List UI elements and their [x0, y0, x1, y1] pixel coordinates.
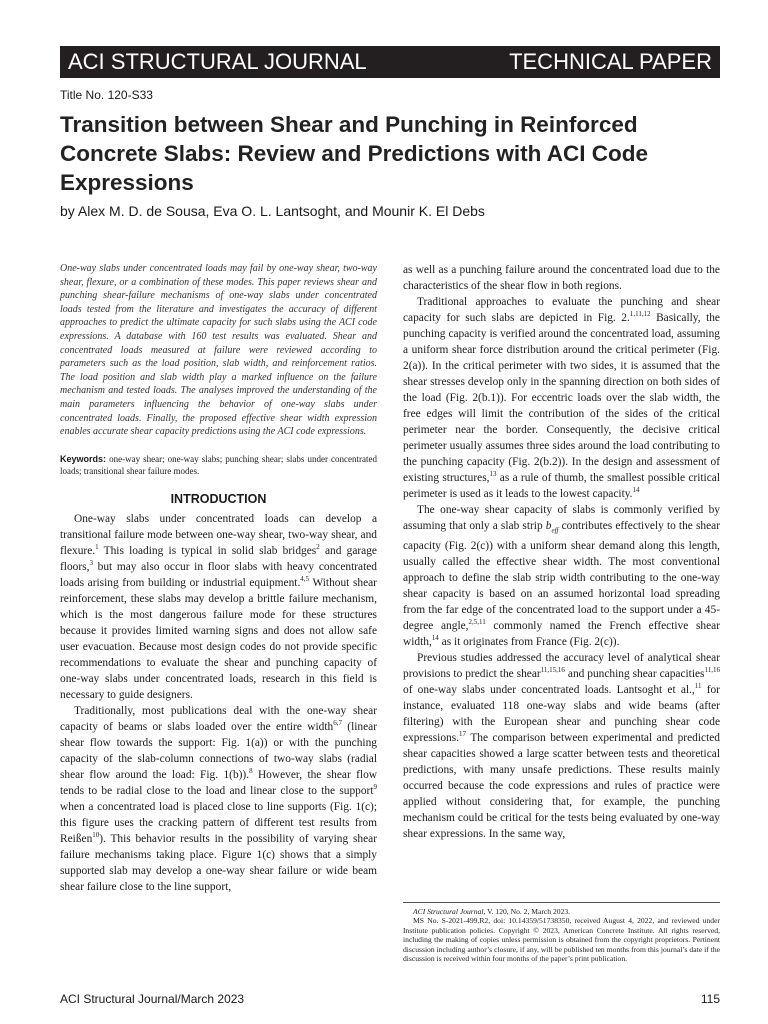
keywords-label: Keywords:	[60, 453, 107, 464]
right-paragraph-1: Traditional approaches to evaluate the punching and shear capacity for such slabs are depicted in Fig. 2.$^{1,11,12}$ Basically, the punching capacity is verified around the concentrated load, assuming a uniform shear force distribution around the critical perimeter (Fig. 2(a)). In the critical perimeter with two sides, it is assumed that the shear stresses develop only in the spanning direction on both sides of the load (Fig. 2(b.1)). For eccentric loads over the slab width, the free edges will limit the contribution of the sides of the critical perimeter near the border. Consequently, the decisive critical perimeter usually assumes three sides around the load contributing to the punching capacity (Fig. 2(b.2)). In the design and assessment of existing structures,$^{13}$ as a rule of thumb, the smallest possible critical perimeter is used as it leads to the lowest capacity.$^{14}$	[403, 296, 720, 500]
left-column	[60, 262, 377, 895]
keywords-text: one-way shear; one-way slabs; punching shear; slabs under concentrated loads; transitional shear failure modes.	[60, 453, 377, 476]
right-paragraph-3: Previous studies addressed the accuracy level of analytical shear provisions to predict the shear$^{11,15,16}$ and punching shear capacities$^{11,16}$ of one-way slabs under concentrated loads. Lantsoght et al.,$^{11}$ for instance, evaluated 118 one-way slabs and wide beams (after filtering) with the European shear and punching shear code expressions.$^{17}$ The comparison between experimental and predicted shear capacities showed a large scatter between tests and theoretical predictions, with many unsafe predictions. These results mainly occurred because the code expressions and rules of practice were applied without considering that, for example, the punching mechanism could be critical for the tests being evaluated by one-way shear expressions. In the same way,	[403, 652, 720, 841]
footnote-ms: MS No. S-2021-499.R2, doi: 10.14359/51738350, received August 4, 2022, and reviewed under Institute publication policies. Copyright © 2023, American Concrete Institute. All rights reserved, including the making of copies unless permission is obtained from the copyright proprietors. Pertinent discussion including author’s closure, if any, will be published ten months from this journal’s date if the discussion is received within four months of the paper’s print publication.	[403, 916, 720, 964]
page-number: 115	[700, 992, 720, 1006]
right-paragraph-0: as well as a punching failure around the concentrated load due to the characteristics of the shear flow in both regions.	[403, 264, 720, 292]
footnote-journal: ACI Structural Journal, V. 120, No. 2, March 2023.	[413, 907, 571, 916]
keywords	[60, 453, 377, 477]
journal-name: ACI STRUCTURAL JOURNAL	[68, 49, 367, 74]
intro-paragraph-2: Traditionally, most publications deal with the one-way shear capacity of beams or slabs loaded over the entire width$^{6,7}$ (linear shear flow towards the support: Fig. 1(a)) or with the punching capacity of the slab-column connections of two-way slabs (radial shear flow around the load: Fig. 1(b)).$^8$ However, the shear flow tends to be radial close to the load and linear close to the support$^9$ when a concentrated load is placed close to line supports (Fig. 1(c); this figure uses the cracking pattern of different test results from Reißen$^{10}$). This behavior results in the possibility of varying shear failure mechanisms taking place. Figure 1(c) shows that a simply supported slab may develop a one-way shear failure or wide beam shear failure close to the line support,	[60, 704, 377, 893]
section-label: TECHNICAL PAPER	[509, 49, 712, 74]
footnote	[403, 902, 720, 963]
right-column	[403, 262, 720, 842]
author-line: by Alex M. D. de Sousa, Eva O. L. Lantsoght, and Mounir K. El Debs	[60, 203, 485, 219]
right-paragraph-2: The one-way shear capacity of slabs is commonly verified by assuming that only a slab strip $b_{eff}$ contributes effectively to the shear capacity (Fig. 2(c)) with a uniform shear demand along this length, usually called the effective shear width. The most conventional approach to define the slab strip width contributing to the one-way shear capacity is based on an assumed horizontal load spreading from the far edge of the concentrated load to the support under a 45-degree angle,$^{2,5,11}$ commonly named the French effective shear width,$^{14}$ as it originates from France (Fig. 2(c)).	[403, 504, 720, 649]
journal-banner	[60, 46, 720, 78]
abstract: One-way slabs under concentrated loads may fail by one-way shear, two-way shear, flexure, or a combination of these modes. This paper reviews shear and punching shear-failure mechanisms of one-way slabs under concentrated loads tested from the literature and investigates the accuracy of different approaches to predict the ultimate capacity for such slabs using the ACI code expressions. A database with 160 test results was evaluated. Shear and concentrated loads measured at failure were reviewed according to parameters such as the load position, slab width, and reinforcement ratios. The load position and slab width play a marked influence on the failure mechanism and tested loads. The analyses improved the understanding of the main parameters influencing the behavior of one-way slabs under concentrated loads. Finally, the proposed effective shear width expression enables accurate shear capacity predictions using the ACI code expressions.	[60, 263, 377, 438]
section-heading-introduction: INTRODUCTION	[170, 491, 267, 506]
running-footer: ACI Structural Journal/March 2023	[60, 992, 245, 1006]
title-number: Title No. 120-S33	[60, 88, 153, 102]
paper-title: Transition between Shear and Punching in Reinforced Concrete Slabs: Review and Predictions with ACI Code Expressions	[60, 112, 649, 195]
intro-paragraph-1: One-way slabs under concentrated loads can develop a transitional failure mode between one-way shear, two-way shear, and flexure.$^1$ This loading is typical in solid slab bridges$^2$ and garage floors,$^3$ but may also occur in floor slabs with heavy concentrated loads arising from building or industrial equipment.$^{4,5}$ Without shear reinforcement, these slabs may develop a brittle failure mechanism, which is the most dangerous failure mode for these structures because it provides limited warning signs and does not allow safe user evacuation. Because most design codes do not provide specific recommendations to evaluate the shear and punching capacity of one-way slabs under concentrated loads, research in this field is necessary to guide designers.	[60, 512, 377, 701]
